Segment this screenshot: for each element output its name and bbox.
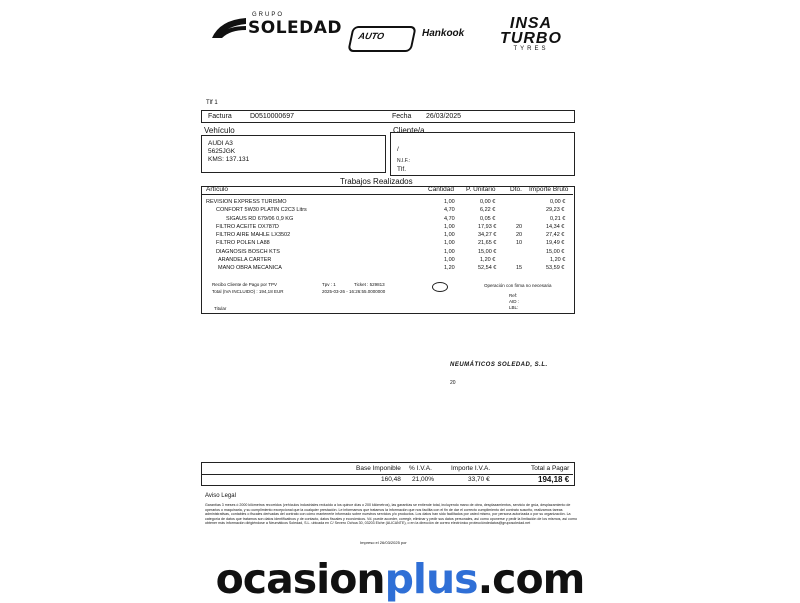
row-cantidad: 4,70 [444,207,455,213]
titular-label: Titular [214,306,227,311]
pago-total: Total (IVA INCLUIDO) : 194,18 EUR [212,289,284,294]
col-cantidad: Cantidad [428,186,455,193]
lbl-label: LBL: [509,305,519,310]
vehiculo-box [201,135,386,173]
totals-rule [201,474,573,475]
vehiculo-plate: 5625JGK [208,148,236,155]
iva-imp-value: 33,70 € [468,476,490,483]
iva-pct-label: % I.V.A. [409,465,432,472]
brand-part3: .com [477,555,585,603]
cliente-mark: / [397,146,399,153]
row-importe: 14,34 € [546,224,565,230]
aviso-text: Garantías 3 meses ó 2000 kilómetros recorridos (vehículos industriales reducido a los quince días o 200 kilómetros), las garantías se entiende total, incluyendo mano de obra, desplazamientos, servicio de grúa, desplazamiento de operarios o maquinaria, y su cumplimiento excepcional que la cualquier prestación. Le informamos que tratamos la información que nos facilita con el fin de dar el correcto cumplimiento del contrato suscrito, realizamos tareas administrativas, contables o fiscales derivadas del contrato con cómo mantenerle informado sobre nuestros servicios y/o productos. Los datos han sido facilitados por usted mismo, por persona autorizada o por su organización. La categoría de datos que tratamos son datos identificativos y de contacto, datos fiscales y económicos. Vd. puede acceder, corregir, eliminar y pedir sus datos personales, así como oponerse y pedir la limitación de los mismos, así como obtener más información dirigiéndose a Neumáticos Soledad, S.L. ubicada en C/ Severo Ochoa 30, 03203 Elche (ALICANTE), o en la dirección de correo electrónico proteccióndedatos@gruposoledad.net [205,503,577,526]
row-importe: 27,42 € [546,232,565,238]
tpv-label: Tpv : 1 [322,282,336,287]
row-p-unitario: 21,65 € [478,240,497,246]
insa-turbo-logo [496,16,566,52]
insa-logo-mid: TURBO [500,30,562,47]
grupo-label: GRUPO [252,12,285,18]
row-p-unitario: 0,00 € [480,199,496,205]
trabajos-title: Trabajos Realizados [340,177,413,186]
table-row [0,249,800,257]
grupo-soledad-logo [212,12,343,48]
table-row [0,224,800,232]
table-row [0,216,800,224]
iva-pct-value: 21,00% [412,476,435,483]
row-dto: 20 [516,224,523,230]
row-articulo: FILTRO AIRE MAHLE LX3502 [216,232,291,238]
brand-part1: ocasion [215,555,385,603]
ref-label: Ref: [509,293,518,298]
row-cantidad: 1,00 [444,249,455,255]
row-importe: 15,00 € [546,249,565,255]
row-p-unitario: 34,27 € [478,232,497,238]
row-cantidad: 1,00 [444,232,455,238]
soledad-wave-icon [212,16,246,40]
aviso-title: Aviso Legal [205,493,236,499]
fecha-hora: 2025-03-26 - 16:26:55.0000000 [322,289,386,294]
impreso-label: Impreso el 26/03/2025 por [360,540,407,545]
row-p-unitario: 1,20 € [480,257,496,263]
insa-logo-sub: TYRES [513,46,549,52]
auto-logo-text: AUTO [357,31,386,41]
row-cantidad: 1,00 [444,199,455,205]
firma-note: Operación con firma no necesaria [484,283,552,288]
contactless-icon [432,282,448,292]
tf-label: Tlf 1 [206,100,218,106]
insa-logo-top: INSA [509,15,553,32]
row-articulo: FILTRO ACEITE OX787D [216,224,279,230]
header-rule [201,194,573,195]
row-importe: 0,00 € [550,199,566,205]
row-p-unitario: 6,22 € [480,207,496,213]
vehiculo-model: AUDI A3 [208,140,233,147]
cliente-box [390,132,575,176]
row-importe: 1,20 € [550,257,566,263]
row-articulo: REVISION EXPRESS TURISMO [206,199,287,205]
row-articulo: FILTRO POLEN LA88 [216,240,270,246]
iva-imp-label: Importe I.V.A. [451,465,491,472]
row-articulo: SIGAUS RD 679/06 0,9 KG [226,216,294,222]
cliente-nif: N.I.F.: [397,158,411,164]
row-dto: 15 [516,265,523,271]
table-row [0,232,800,240]
row-cantidad: 1,00 [444,240,455,246]
row-articulo: MANO OBRA MECANICA [218,265,282,271]
brand-part2: plus [384,555,478,603]
fecha-label: Fecha [392,113,412,120]
row-cantidad: 1,20 [444,265,455,271]
signature-date-fragment: 20 [450,380,456,386]
fecha-value: 26/03/2025 [426,113,462,120]
row-importe: 0,21 € [550,216,566,222]
ticket-label: Ticket : 529813 [354,282,385,287]
total-value: 194,18 € [538,475,570,484]
col-dto: Dto. [510,186,522,193]
ocasionplus-logo [0,555,800,603]
row-dto: 20 [516,232,523,238]
col-importe: Importe Bruto [529,186,569,193]
row-p-unitario: 52,54 € [478,265,497,271]
factura-label: Factura [208,113,232,120]
row-p-unitario: 0,05 € [480,216,496,222]
soledad-name: SOLEDAD [248,18,343,38]
table-row [0,265,800,273]
factura-number: D0510000697 [250,113,294,120]
row-importe: 53,59 € [546,265,565,271]
row-p-unitario: 15,00 € [478,249,497,255]
base-value: 160,48 [381,476,401,483]
row-importe: 29,23 € [546,207,565,213]
factura-bar [201,110,575,123]
row-cantidad: 1,00 [444,257,455,263]
row-articulo: DIAGNOSIS BOSCH KTS [216,249,280,255]
table-row [0,257,800,265]
row-importe: 19,49 € [546,240,565,246]
cliente-title: Cliente/a [393,126,425,135]
total-label: Total a Pagar [531,465,570,472]
row-cantidad: 1,00 [444,224,455,230]
hankook-logo: Hankook [422,28,465,39]
base-label: Base Imponible [356,465,401,472]
vehiculo-kms: KMS: 137.131 [208,156,250,163]
vehiculo-title: Vehículo [204,126,235,135]
row-p-unitario: 17,93 € [478,224,497,230]
col-p-unitario: P. Unitario [466,186,496,193]
pago-title: Recibo Cliente de Pago por TPV [212,282,277,287]
row-cantidad: 4,70 [444,216,455,222]
table-row [0,207,800,215]
company-stamp: NEUMÁTICOS SOLEDAD, S.L. [450,362,548,368]
aid-label: AID : [509,299,520,304]
auto-logo [347,26,417,52]
table-row [0,199,800,207]
cliente-tlf: Tlf. [397,166,407,173]
row-articulo: CONFORT 5W30 PLATIN C2C3 Litrs [216,207,307,213]
row-dto: 10 [516,240,523,246]
table-row [0,240,800,248]
col-articulo: Artículo [206,186,229,193]
row-articulo: ARANDELA CARTER [218,257,272,263]
